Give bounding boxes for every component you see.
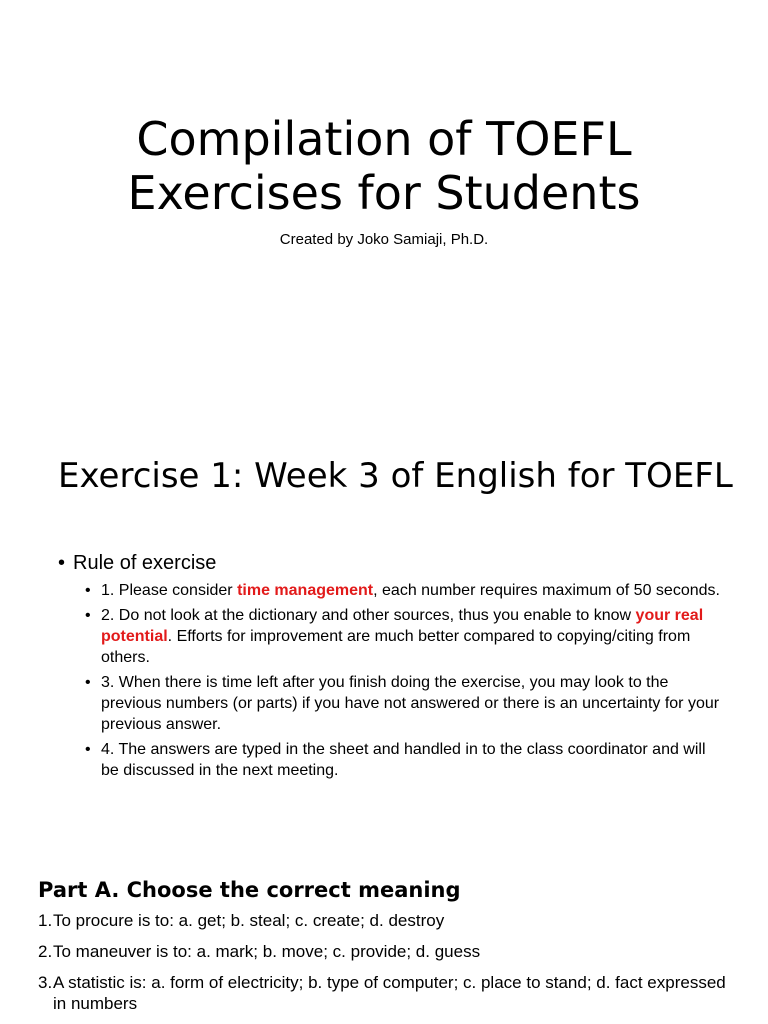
bullet-icon: • (85, 607, 91, 624)
question-item (38, 941, 738, 962)
rule-text: 1. Please consider (101, 582, 238, 599)
rule-item (85, 580, 721, 601)
title-line-1: Compilation of TOEFL (136, 112, 632, 166)
rule-text: . Efforts for improvement are much better compared to copying/citing from others. (101, 628, 691, 666)
question-item (38, 972, 738, 1014)
question-item (38, 910, 738, 931)
rule-text: , each number requires maximum of 50 seconds. (373, 582, 720, 599)
bullet-icon: • (85, 741, 91, 758)
bullet-icon: • (58, 552, 66, 574)
question-text: To maneuver is to: a. mark; b. move; c. provide; d. guess (53, 942, 481, 961)
question-text: To procure is to: a. get; b. steal; c. create; d. destroy (53, 911, 445, 930)
rule-text: 4. The answers are typed in the sheet and handled in to the class coordinator and will be discussed in the next meeting. (101, 741, 706, 779)
bullet-icon: • (85, 674, 91, 691)
rule-item (85, 672, 721, 735)
question-text: A statistic is: a. form of electricity; b. type of computer; c. place to stand; d. fact expressed in numbers (53, 973, 726, 1013)
rule-heading (58, 550, 748, 576)
question-number: 1. (38, 911, 53, 930)
exercise-heading: Exercise 1: Week 3 of English for TOEFL (58, 456, 733, 496)
bullet-icon: • (85, 582, 91, 599)
document-title (0, 112, 768, 220)
part-a-heading: Part A. Choose the correct meaning (38, 878, 461, 902)
rule-highlight: time management (237, 582, 374, 599)
title-line-2: Exercises for Students (127, 166, 641, 220)
question-number: 3. (38, 973, 53, 992)
rule-section (58, 550, 748, 781)
rule-heading-label: Rule of exercise (73, 552, 217, 574)
rule-item (85, 739, 721, 781)
rule-item (85, 605, 721, 668)
question-list (38, 910, 738, 1024)
question-number: 2. (38, 942, 53, 961)
rule-text: 2. Do not look at the dictionary and other sources, thus you enable to know (101, 607, 636, 624)
rule-text: 3. When there is time left after you finish doing the exercise, you may look to the previous numbers (or parts) if you have not answered or there is an uncertainty for your previous answer. (101, 674, 720, 733)
rule-highlight: your real potential (101, 607, 704, 645)
author-subtitle: Created by Joko Samiaji, Ph.D. (279, 231, 489, 248)
